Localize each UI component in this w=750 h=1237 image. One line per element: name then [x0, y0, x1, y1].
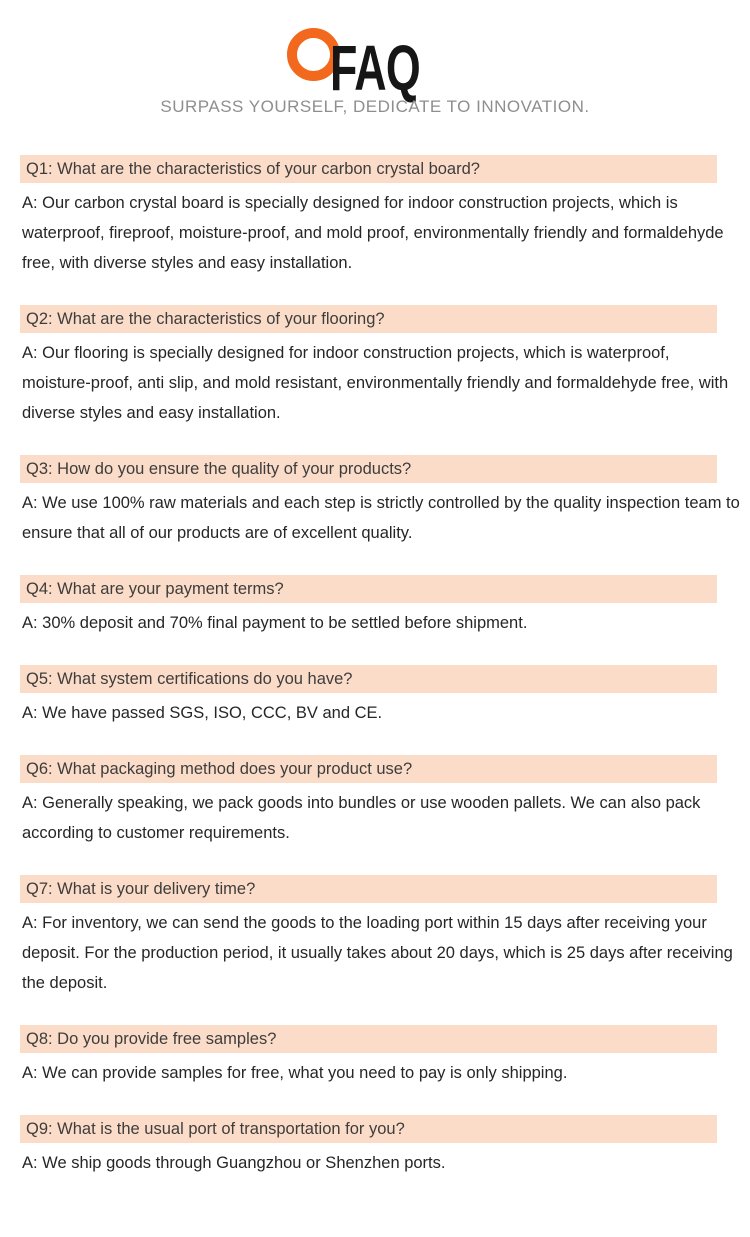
answer-text: A: We ship goods through Guangzhou or Shenzhen ports.	[22, 1154, 446, 1172]
question-bar: Q1: What are the characteristics of your carbon crystal board?	[20, 155, 717, 183]
question-bar: Q7: What is your delivery time?	[20, 875, 717, 903]
question-bar: Q2: What are the characteristics of your flooring?	[20, 305, 717, 333]
faq-item	[20, 305, 750, 428]
logo-text: FAQ	[330, 32, 420, 104]
question-bar: Q3: How do you ensure the quality of your products?	[20, 455, 717, 483]
tagline: SURPASS YOURSELF, DEDICATE TO INNOVATION.	[160, 97, 590, 116]
question-bar: Q9: What is the usual port of transportation for you?	[20, 1115, 717, 1143]
faq-item	[20, 1025, 750, 1088]
answer-text: A: We use 100% raw materials and each step is strictly controlled by the quality inspection team to ensure that all of our products are of excellent quality.	[22, 494, 740, 542]
faq-item	[20, 455, 750, 548]
answer-text: A: Our flooring is specially designed for indoor construction projects, which is waterproof, moisture-proof, anti slip, and mold resistant, environmentally friendly and formaldehyde free, with diverse styles and easy installation.	[22, 344, 729, 422]
answer-text: A: We have passed SGS, ISO, CCC, BV and CE.	[22, 704, 383, 722]
answer-text: A: Generally speaking, we pack goods into bundles or use wooden pallets. We can also pack according to customer requirements.	[22, 794, 701, 842]
faq-item	[20, 875, 750, 998]
answer-text: A: We can provide samples for free, what you need to pay is only shipping.	[22, 1064, 568, 1082]
question-bar: Q5: What system certifications do you have?	[20, 665, 717, 693]
faq-list	[0, 129, 750, 1178]
question-bar: Q6: What packaging method does your product use?	[20, 755, 717, 783]
faq-header	[0, 0, 750, 129]
faq-item	[20, 575, 750, 638]
faq-item	[20, 155, 750, 278]
question-bar: Q8: Do you provide free samples?	[20, 1025, 717, 1053]
faq-item	[20, 755, 750, 848]
answer-text: A: 30% deposit and 70% final payment to be settled before shipment.	[22, 614, 528, 632]
answer-text: A: For inventory, we can send the goods to the loading port within 15 days after receiving your deposit. For the production period, it usually takes about 20 days, which is 25 days after receiving the deposit.	[22, 914, 733, 992]
question-bar: Q4: What are your payment terms?	[20, 575, 717, 603]
faq-item	[20, 665, 750, 728]
faq-item	[20, 1115, 750, 1178]
answer-text: A: Our carbon crystal board is specially designed for indoor construction projects, which is waterproof, fireproof, moisture-proof, and mold proof, environmentally friendly and formaldehyde free, with diverse styles and easy installation.	[22, 194, 724, 272]
